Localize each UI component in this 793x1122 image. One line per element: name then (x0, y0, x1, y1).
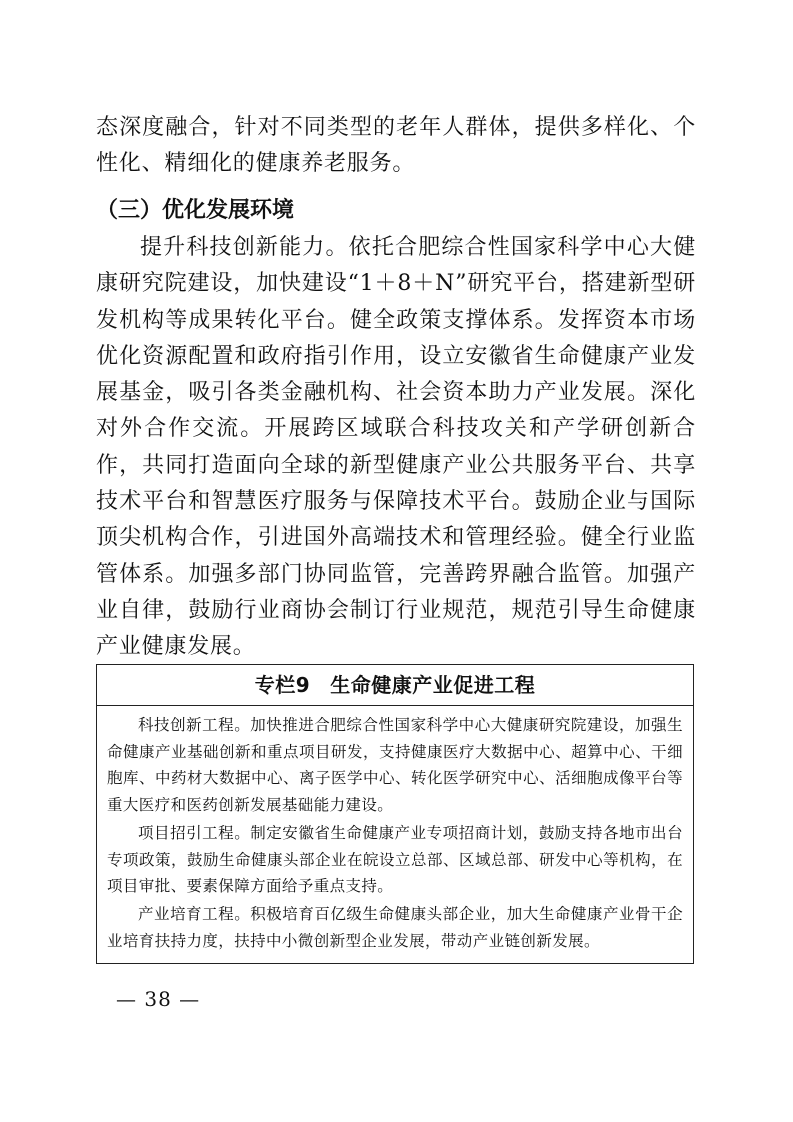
feature-box-paragraph: 科技创新工程。加快推进合肥综合性国家科学中心大健康研究院建设，加强生命健康产业基础创新和重点项目研发，支持健康医疗大数据中心、超算中心、干细胞库、中药材大数据中心、离子医学中心、转化医学研究中心、活细胞成像平台等重大医疗和医药创新发展基础能力建设。 (107, 716, 683, 815)
feature-box-title-text: 生命健康产业促进工程 (330, 673, 536, 697)
feature-box-column-label: 专栏9 (254, 673, 311, 697)
main-paragraph: 提升科技创新能力。依托合肥综合性国家科学中心大健康研究院建设，加快建设“1＋8＋N”研究平台，搭建新型研发机构等成果转化平台。健全政策支撑体系。发挥资本市场优化资源配置和政府指引作用，设立安徽省生命健康产业发展基金，吸引各类金融机构、社会资本助力产业发展。深化对外合作交流。开展跨区域联合科技攻关和产学研创新合作，共同打造面向全球的新型健康产业公共服务平台、共享技术平台和智慧医疗服务与保障技术平台。鼓励企业与国际顶尖机构合作，引进国外高端技术和管理经验。健全行业监管体系。加强多部门协同监管，完善跨界融合监管。加强产业自律，鼓励行业商协会制订行业规范，规范引导生命健康产业健康发展。 (96, 235, 696, 660)
feature-box-title (97, 665, 693, 706)
feature-box-paragraph: 项目招引工程。制定安徽省生命健康产业专项招商计划，鼓励支持各地市出台专项政策，鼓励生命健康头部企业在皖设立总部、区域总部、研发中心等机构，在项目审批、要素保障方面给予重点支持。 (107, 823, 683, 896)
feature-box-paragraph: 产业培育工程。积极培育百亿级生命健康头部企业，加大生命健康产业骨干企业培育扶持力度，扶持中小微创新型企业发展，带动产业链创新发展。 (107, 904, 683, 950)
feature-box-body (97, 706, 693, 954)
page-number: — 38 — (116, 987, 201, 1011)
intro-paragraph: 态深度融合，针对不同类型的老年人群体，提供多样化、个性化、精细化的健康养老服务。 (96, 115, 696, 177)
feature-box (96, 664, 694, 964)
section-heading: （三）优化发展环境 (96, 198, 295, 223)
